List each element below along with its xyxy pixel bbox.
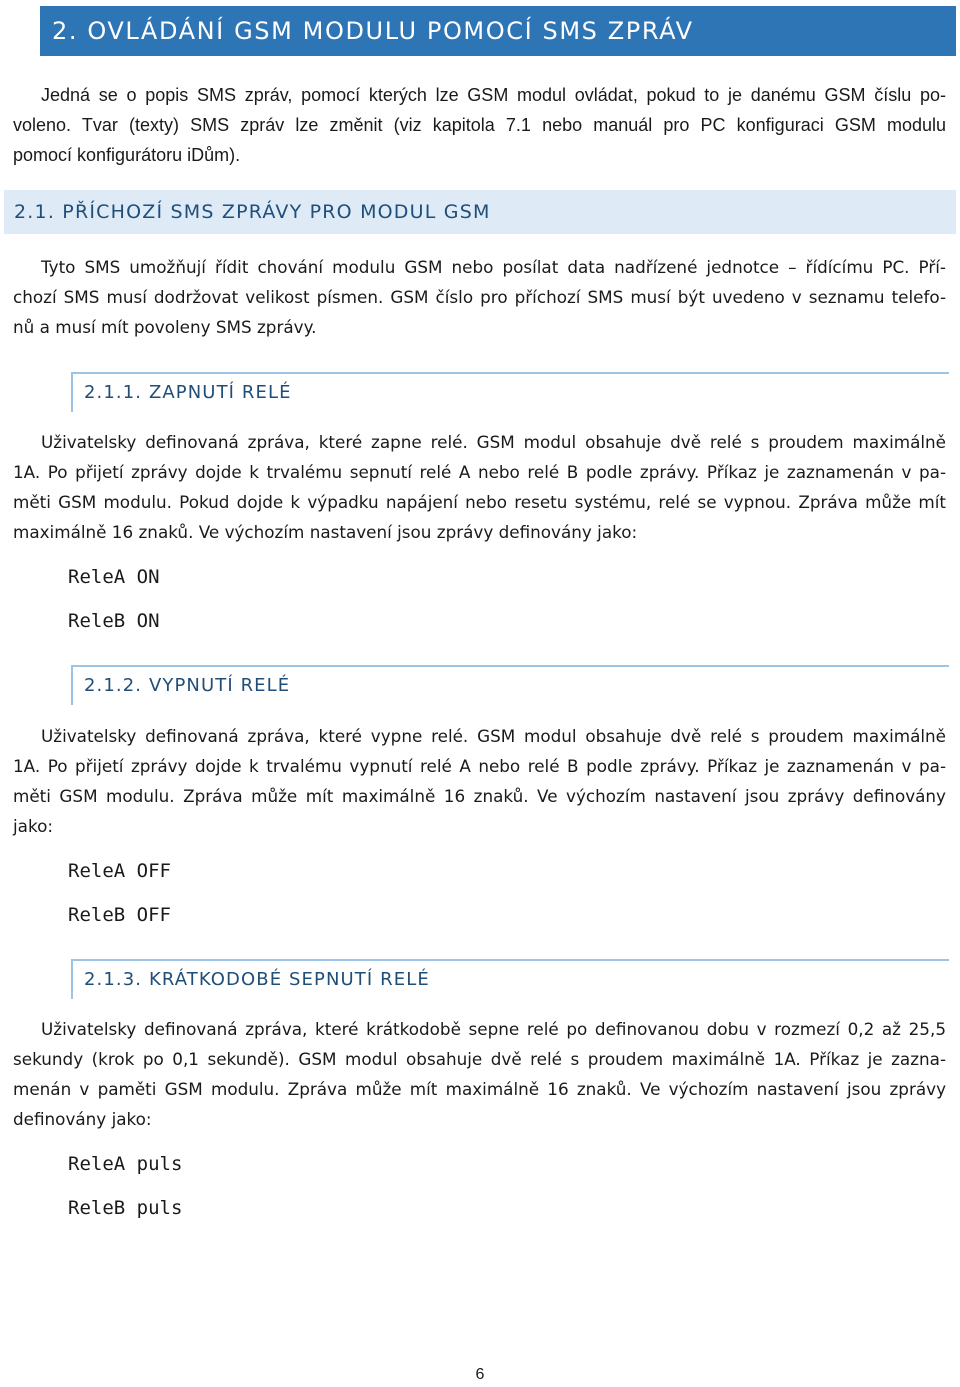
text-line: maximálně 16 znaků. Ve výchozím nastavení jsou zprávy definovány jako:: [13, 522, 638, 542]
sms-code-releb-on: ReleB ON: [68, 610, 160, 632]
sms-code-releb-off: ReleB OFF: [68, 904, 171, 926]
text-line: Tyto SMS umožňují řídit chování modulu GSM nebo posílat data nadřízené jednotce – řídícímu PC. Pří-: [41, 257, 946, 277]
section-2-1-paragraph: [13, 252, 946, 342]
sms-code-releb-puls: ReleB puls: [68, 1197, 183, 1219]
text-line: Uživatelsky definovaná zpráva, které vypne relé. GSM modul obsahuje dvě relé s proudem maximálně: [41, 726, 946, 746]
text-line: nů a musí mít povoleny SMS zprávy.: [13, 317, 317, 337]
text-line: Uživatelsky definovaná zpráva, které zapne relé. GSM modul obsahuje dvě relé s proudem maximálně: [41, 432, 946, 452]
text-line: definovány jako:: [13, 1109, 152, 1129]
sms-code-relea-puls: ReleA puls: [68, 1153, 183, 1175]
section-heading-2-1-1: 2.1.1. ZAPNUTÍ RELÉ: [71, 372, 949, 412]
text-line: Jedná se o popis SMS zpráv, pomocí kterých lze GSM modul ovládat, pokud to je danému GSM číslu po-: [41, 85, 946, 105]
section-heading-2-1: 2.1. PŘÍCHOZÍ SMS ZPRÁVY PRO MODUL GSM: [4, 190, 956, 234]
text-line: 1A. Po přijetí zprávy dojde k trvalému sepnutí relé A nebo relé B podle zprávy. Příkaz je zaznamenán v pa-: [13, 462, 946, 482]
intro-paragraph: [13, 80, 946, 170]
section-2-1-3-paragraph: [13, 1014, 946, 1134]
text-line: Uživatelsky definovaná zpráva, které krátkodobě sepne relé po definovanou dobu v rozmezí 0,2 až 25,5: [41, 1019, 946, 1039]
text-line: měti GSM modulu. Pokud dojde k výpadku napájení nebo resetu systému, relé se vypnou. Zpráva může mít: [13, 492, 946, 512]
sms-code-relea-on: ReleA ON: [68, 566, 160, 588]
sms-code-relea-off: ReleA OFF: [68, 860, 171, 882]
text-line: měti GSM modulu. Zpráva může mít maximálně 16 znaků. Ve výchozím nastavení jsou zprávy definovány: [13, 786, 946, 806]
text-line: 1A. Po přijetí zprávy dojde k trvalému vypnutí relé A nebo relé B podle zprávy. Příkaz je zaznamenán v pa-: [13, 756, 946, 776]
text-line: jako:: [13, 816, 53, 836]
text-line: pomocí konfigurátoru iDům).: [13, 145, 241, 165]
chapter-heading: 2. OVLÁDÁNÍ GSM MODULU POMOCÍ SMS ZPRÁV: [40, 6, 956, 56]
text-line: menán v paměti GSM modulu. Zpráva může mít maximálně 16 znaků. Ve výchozím nastavení jsou zprávy: [13, 1079, 946, 1099]
text-line: voleno. Tvar (texty) SMS zpráv lze změnit (viz kapitola 7.1 nebo manuál pro PC konfiguraci GSM modulu: [13, 115, 946, 135]
section-heading-2-1-2: 2.1.2. VYPNUTÍ RELÉ: [71, 665, 949, 705]
page-number: 6: [475, 1366, 485, 1383]
text-line: chozí SMS musí dodržovat velikost písmen. GSM číslo pro příchozí SMS musí být uvedeno v seznamu telefo-: [13, 287, 946, 307]
section-2-1-2-paragraph: [13, 721, 946, 841]
section-heading-2-1-3: 2.1.3. KRÁTKODOBÉ SEPNUTÍ RELÉ: [71, 959, 949, 999]
text-line: sekundy (krok po 0,1 sekundě). GSM modul obsahuje dvě relé s proudem maximálně 1A. Příkaz je zazna-: [13, 1049, 946, 1069]
section-2-1-1-paragraph: [13, 427, 946, 547]
